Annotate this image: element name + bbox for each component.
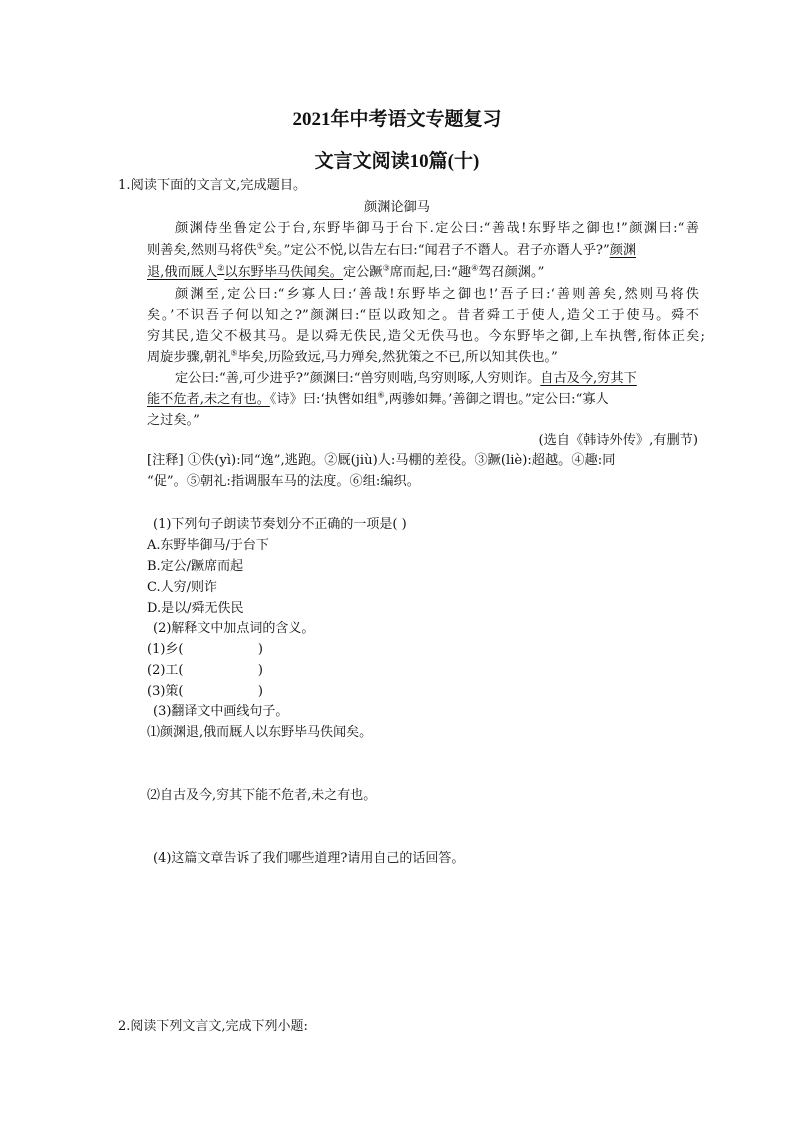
word-blank: (3)策( ) [147, 684, 263, 699]
note-marker: ③ [382, 263, 390, 273]
underlined-sentence: 以东野毕马佚闻矣。 [224, 265, 343, 280]
note-marker: ② [217, 263, 225, 273]
page-subtitle: 文言文阅读10篇(十) [314, 151, 480, 172]
option-d: D.是以/舜无佚民 [147, 601, 244, 616]
option-a: A.东野毕御马/于台下 [147, 538, 269, 553]
question-2-prompt: 2.阅读下列文言文,完成下列小题: [118, 1019, 308, 1034]
note-marker: ⑥ [377, 390, 385, 400]
note-marker: ⑤ [230, 348, 238, 358]
option-b: B.定公/蹶席而起 [147, 559, 244, 574]
translation-item: ⑴颜渊退,俄而厩人以东野毕马佚闻矣。 [147, 725, 373, 740]
subquestion-1-prompt: (1)下列句子朗读节奏划分不正确的一项是( ) [153, 517, 407, 532]
passage-line: 定公曰:“善,可少进乎?”颜渊曰:“兽穷则啮,鸟穷则啄,人穷则诈。自古及今,穷其下 [175, 371, 637, 386]
note-marker: ① [256, 241, 264, 251]
passage-line: 之过矣。” [147, 413, 200, 428]
subquestion-3-prompt: (3)翻译文中画线句子。 [153, 704, 289, 719]
word-blank: (2)工( ) [147, 663, 263, 678]
passage-line: 穷其民,造父不极其马。是以舜无佚民,造父无佚马也。今东野毕之御,上车执辔,衔体正矣; [147, 329, 705, 344]
word-blank: (1)乡( ) [147, 642, 263, 657]
subquestion-2-prompt: (2)解释文中加点词的含义。 [153, 621, 315, 636]
subquestion-4-prompt: (4)这篇文章告诉了我们哪些道理?请用自己的话回答。 [153, 851, 465, 866]
annotation-line: [注释] ①佚(yì):同“逸”,逃跑。②厩(jiù)人:马棚的差役。③蹶(liè):超越。④趣:同 [147, 453, 616, 468]
note-marker: ④ [471, 263, 479, 273]
annotation-line: “促”。⑤朝礼:指调服车马的法度。⑥组:编织。 [147, 474, 420, 489]
underlined-sentence: 能不危者,未之有也。 [147, 392, 270, 407]
passage-line: 退,俄而厩人②以东野毕马佚闻矣。定公蹶③席而起,曰:“趣④驾召颜渊。” [147, 263, 545, 280]
source-citation: (选自《韩诗外传》,有删节) [538, 433, 698, 448]
passage-line: 则善矣,然则马将佚①矣。”定公不悦,以告左右曰:“闻君子不谮人。君子亦谮人乎?”颜渊 [147, 241, 637, 258]
passage-line: 矣。’不识吾子何以知之?”颜渊曰:“臣以政知之。昔者舜工于使人,造父工于使马。舜不 [147, 308, 699, 323]
passage-title: 颜渊论御马 [364, 200, 430, 215]
question-1-prompt: 1.阅读下面的文言文,完成题目。 [118, 178, 307, 193]
passage-line: 周旋步骤,朝礼⑤毕矣,历险致远,马力殚矣,然犹策之不已,所以知其佚也。” [147, 348, 558, 365]
page-title: 2021年中考语文专题复习 [292, 109, 502, 130]
passage-line: 颜渊侍坐鲁定公于台,东野毕御马于台下.定公曰:“善哉!东野毕之御也!”颜渊曰:“善 [175, 221, 699, 236]
passage-line: 能不危者,未之有也。《诗》曰:‘执辔如组⑥,两骖如舞。’善御之谓也。”定公曰:“寡人 [147, 390, 609, 407]
underlined-sentence: 颜渊 [609, 243, 637, 258]
option-c: C.人穷/则诈 [147, 580, 217, 595]
passage-line: 颜渊至,定公曰:“乡寡人曰:‘善哉!东野毕之御也!’吾子曰:‘善则善矣,然则马将佚 [175, 287, 699, 302]
translation-item: ⑵自古及今,穷其下能不危者,未之有也。 [147, 788, 377, 803]
underlined-sentence: 自古及今,穷其下 [540, 371, 637, 386]
underlined-sentence: 退,俄而厩人 [147, 265, 218, 280]
